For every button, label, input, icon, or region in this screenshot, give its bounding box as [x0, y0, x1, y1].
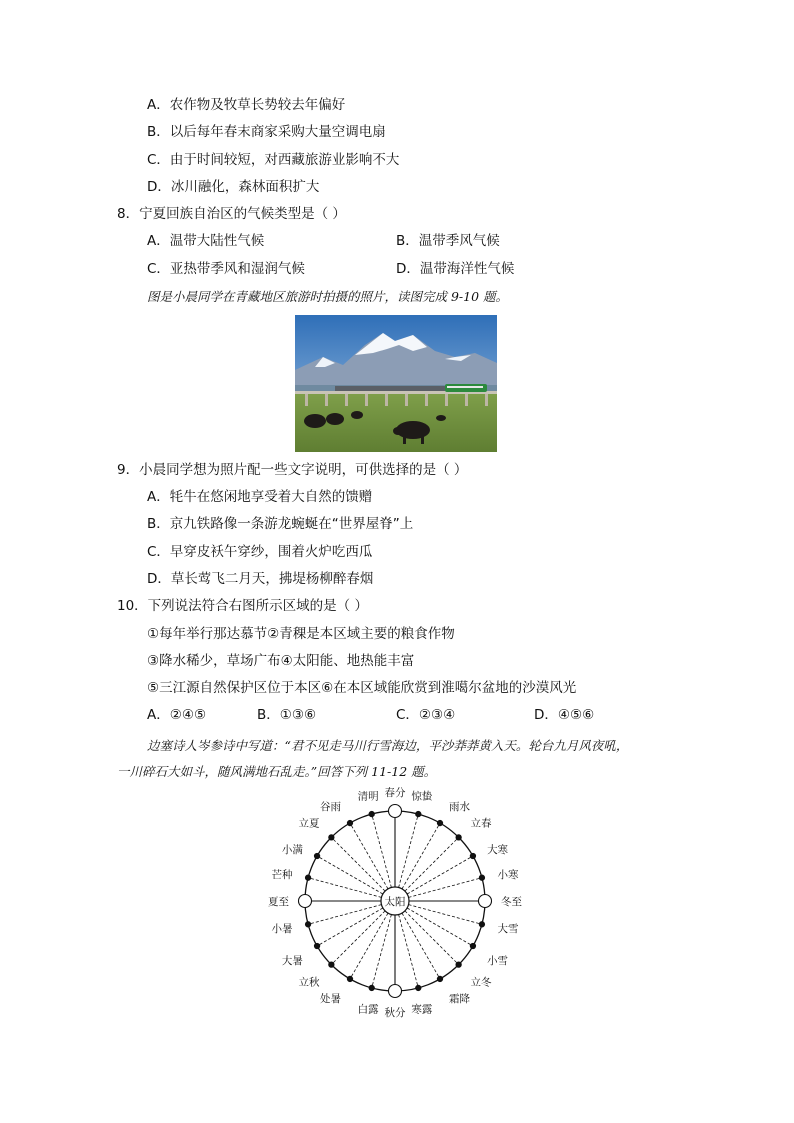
earth-marker [314, 943, 319, 948]
spoke [402, 913, 439, 976]
q8-option-d: D．温带海洋性气候 [396, 261, 515, 277]
earth-marker [416, 811, 421, 816]
solar-term-label: 立春 [470, 817, 492, 830]
spoke [399, 817, 418, 888]
spoke [311, 878, 382, 897]
solar-term-label: 大雪 [497, 922, 519, 935]
earth-marker [456, 835, 461, 840]
earth-marker [479, 875, 484, 880]
earth-marker-major [299, 895, 312, 908]
solar-term-label: 冬至 [501, 896, 522, 908]
spoke [405, 911, 457, 963]
q9-option-c: C．早穿皮袄午穿纱，围着火炉吃西瓜 [147, 544, 373, 560]
solar-term-label: 白露 [357, 1003, 379, 1016]
spoke [333, 839, 385, 891]
solar-terms-svg [268, 787, 523, 1020]
earth-marker-major [479, 895, 492, 908]
spoke [311, 905, 382, 924]
earth-marker [369, 811, 374, 816]
solar-term-label: 小满 [281, 844, 303, 856]
q9-option-a: A．牦牛在悠闲地享受着大自然的馈赠 [147, 489, 373, 505]
solar-term-label: 雨水 [449, 800, 470, 813]
solar-terms-diagram [268, 787, 523, 1020]
spoke [372, 915, 391, 986]
q9-option-b: B．京九铁路像一条游龙蜿蜒在“世界屋脊”上 [147, 516, 414, 532]
q10-option-a: A．②④⑤ [147, 707, 207, 723]
solar-term-label: 小雪 [487, 955, 509, 967]
solar-term-label: 谷雨 [320, 800, 341, 813]
solar-term-label: 芒种 [271, 869, 293, 882]
earth-marker [347, 976, 352, 981]
spoke [320, 858, 383, 895]
earth-marker [479, 922, 484, 927]
q10-stem: 10．下列说法符合右图所示区域的是（ ） [117, 598, 368, 614]
earth-marker [305, 875, 310, 880]
solar-term-label: 立秋 [298, 976, 320, 989]
spoke [402, 826, 439, 889]
earth-marker [437, 820, 442, 825]
q7-option-b: B．以后每年春末商家采购大量空调电扇 [147, 124, 386, 140]
q7-option-c: C．由于时间较短，对西藏旅游业影响不大 [147, 152, 400, 168]
earth-marker [347, 820, 352, 825]
q9-option-d: D．草长莺飞二月天，拂堤杨柳醉春烟 [147, 571, 374, 587]
spoke [352, 913, 389, 976]
solar-term-label: 立冬 [470, 976, 492, 989]
sun-label: 太阳 [384, 896, 406, 908]
earth-marker [470, 853, 475, 858]
q8-option-b: B．温带季风气候 [396, 233, 500, 249]
earth-marker [329, 835, 334, 840]
spoke [407, 908, 470, 945]
solar-term-label: 春分 [384, 787, 406, 799]
solar-term-label: 小暑 [271, 922, 293, 935]
solar-term-label: 惊蛰 [411, 790, 433, 803]
earth-marker [416, 985, 421, 990]
spoke [407, 858, 470, 895]
solar-term-label: 小寒 [497, 869, 519, 882]
q8-stem: 8．宁夏回族自治区的气候类型是（ ） [117, 206, 346, 222]
solar-term-label: 大暑 [281, 955, 303, 967]
qinghai-tibet-photo [295, 315, 497, 452]
earth-marker-major [389, 805, 402, 818]
q9-stem: 9．小晨同学想为照片配一些文字说明，可供选择的是（ ） [117, 462, 468, 478]
q10-option-d: D．④⑤⑥ [534, 707, 595, 723]
earth-marker [314, 853, 319, 858]
q10-option-b: B．①③⑥ [257, 707, 317, 723]
q7-option-a: A．农作物及牧草长势较去年偏好 [147, 97, 346, 113]
solar-term-label: 立夏 [298, 817, 320, 830]
earth-marker-major [389, 985, 402, 998]
q10-option-c: C．②③④ [396, 707, 456, 723]
earth-marker [456, 962, 461, 967]
q10-statement-2: ③降水稀少，草场广布④太阳能、地热能丰富 [147, 653, 415, 669]
spoke [409, 905, 480, 924]
spoke [352, 826, 389, 889]
intro-11-12-line-1: 边塞诗人岑参诗中写道：“君不见走马川行雪海边，平沙莽莽黄入天。轮台九月风夜吼， [147, 738, 629, 753]
spoke [372, 817, 391, 888]
solar-term-label: 清明 [357, 790, 379, 803]
spoke [405, 839, 457, 891]
spoke [333, 911, 385, 963]
spoke [320, 908, 383, 945]
q7-option-d: D．冰川融化，森林面积扩大 [147, 179, 320, 195]
intro-11-12-line-2: 一川碎石大如斗，随风满地石乱走。”回答下列 11-12 题。 [117, 764, 437, 779]
earth-marker [329, 962, 334, 967]
solar-term-label: 寒露 [411, 1003, 433, 1016]
earth-marker [305, 922, 310, 927]
solar-term-label: 秋分 [384, 1007, 406, 1019]
earth-marker [369, 985, 374, 990]
solar-term-label: 大寒 [487, 844, 509, 856]
q10-statement-1: ①每年举行那达慕节②青稞是本区域主要的粮食作物 [147, 626, 455, 642]
solar-term-label: 霜降 [449, 993, 470, 1006]
q8-option-a: A．温带大陆性气候 [147, 233, 265, 249]
solar-term-label: 处暑 [320, 993, 341, 1006]
spoke [399, 915, 418, 986]
intro-9-10: 图是小晨同学在青藏地区旅游时拍摄的照片，读图完成 9-10 题。 [147, 289, 509, 304]
q10-statement-3: ⑤三江源自然保护区位于本区⑥在本区域能欣赏到淮噶尔盆地的沙漠风光 [147, 680, 577, 696]
earth-marker [437, 976, 442, 981]
spoke [409, 878, 480, 897]
solar-term-label: 夏至 [268, 896, 289, 908]
q8-option-c: C．亚热带季风和湿润气候 [147, 261, 305, 277]
earth-marker [470, 943, 475, 948]
